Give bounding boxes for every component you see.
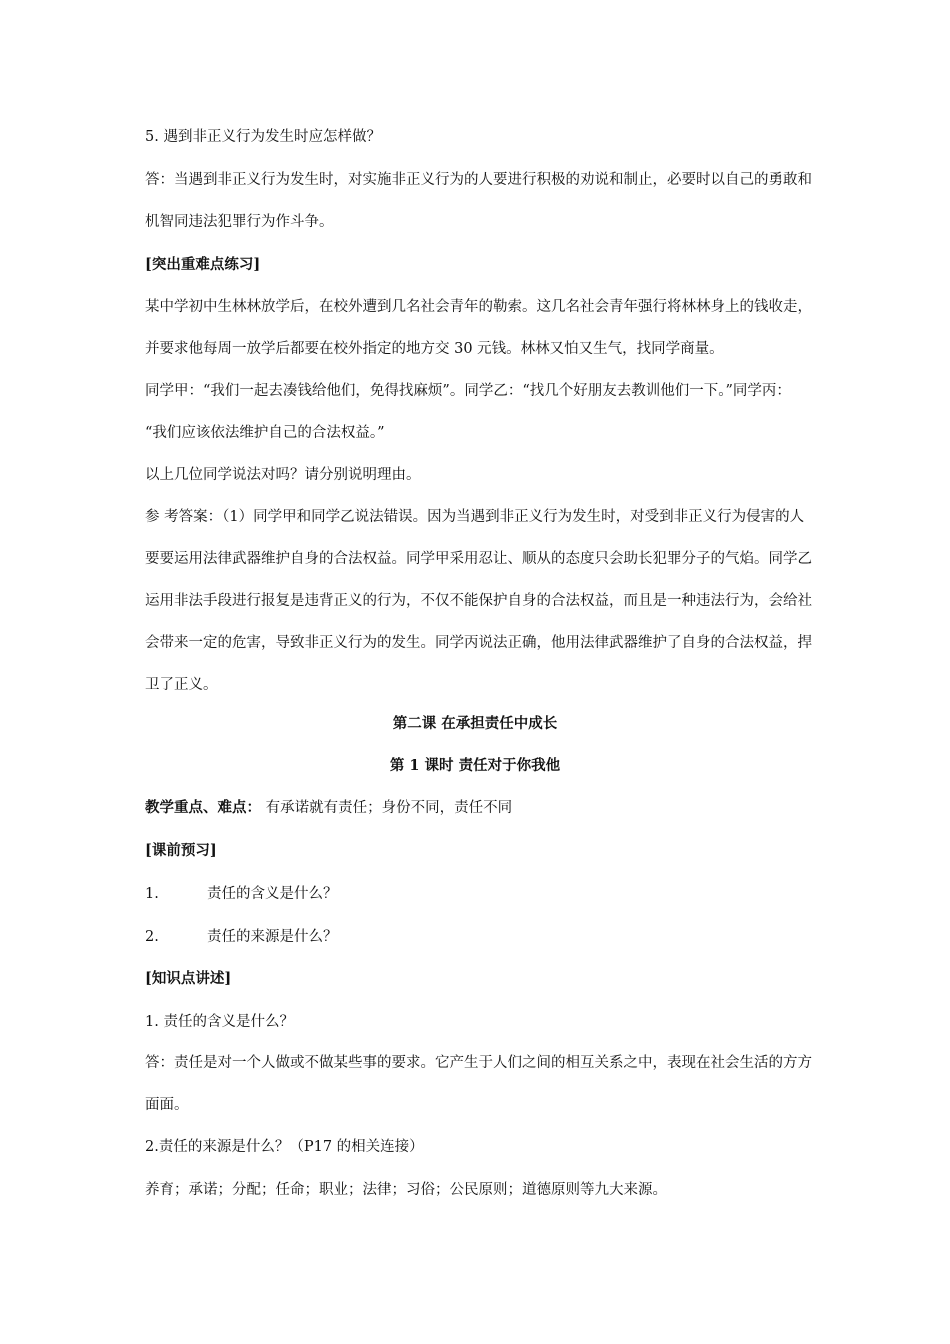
q5-answer-line-2: 机智同违法犯罪行为作斗争。 [145, 214, 334, 230]
reference-answer-line-5: 卫了正义。 [145, 677, 218, 693]
reference-answer-line-4: 会带来一定的危害，导致非正义行为的发生。同学丙说法正确，他用法律武器维护了自身的合法权益，捍 [145, 635, 812, 651]
knowledge-2-title: 2.责任的来源是什么？（P17 的相关连接） [145, 1139, 424, 1155]
preview-item-number: 2. [145, 929, 159, 945]
section-heading-preview: [课前预习] [145, 842, 217, 859]
q5-title: 5. 遇到非正义行为发生时应怎样做？ [145, 129, 381, 145]
preview-item-number: 1. [145, 886, 159, 902]
reference-answer-line-1: 参 考答案：（1）同学甲和同学乙说法错误。因为当遇到非正义行为发生时，对受到非正义行为侵害的人 [145, 509, 805, 525]
lesson-title: 第二课 在承担责任中成长 [392, 715, 558, 732]
preview-item-text: 责任的含义是什么？ [207, 886, 338, 902]
dialog-line-2: “我们应该依法维护自己的合法权益。” [145, 425, 385, 441]
case-line-1: 某中学初中生林林放学后，在校外遭到几名社会青年的勒索。这几名社会青年强行将林林身上的钱收走， [145, 299, 812, 315]
q5-answer-line-1: 答：当遇到非正义行为发生时，对实施非正义行为的人要进行积极的劝说和制止，必要时以自己的勇敢和 [145, 172, 812, 188]
dialog-line-1: 同学甲：“我们一起去凑钱给他们，免得找麻烦”。同学乙：“找几个好朋友去教训他们一下。”同学丙： [145, 383, 791, 399]
preview-item-1 [145, 884, 815, 904]
preview-item-2 [145, 927, 815, 947]
section-heading-practice: [突出重难点练习] [145, 256, 261, 273]
reference-answer-line-3: 运用非法手段进行报复是违背正义的行为，不仅不能保护自身的合法权益，而且是一种违法行为，会给社 [145, 593, 812, 609]
preview-item-text: 责任的来源是什么？ [207, 929, 338, 945]
key-points-label: 教学重点、难点： [145, 799, 261, 816]
period-title: 第 1 课时 责任对于你我他 [389, 757, 561, 774]
question-line: 以上几位同学说法对吗？请分别说明理由。 [145, 467, 421, 483]
knowledge-1-answer-line-1: 答：责任是对一个人做或不做某些事的要求。它产生于人们之间的相互关系之中，表现在社会生活的方方 [145, 1055, 812, 1071]
section-heading-knowledge: [知识点讲述] [145, 970, 232, 987]
key-points-line [145, 798, 815, 818]
knowledge-1-title: 1. 责任的含义是什么？ [145, 1014, 294, 1030]
knowledge-1-answer-line-2: 面面。 [145, 1097, 189, 1113]
key-points-text: 有承诺就有责任；身份不同，责任不同 [261, 800, 513, 816]
reference-answer-line-2: 要要运用法律武器维护自身的合法权益。同学甲采用忍让、顺从的态度只会助长犯罪分子的气焰。同学乙 [145, 551, 812, 567]
knowledge-2-answer: 养育；承诺；分配；任命；职业；法律；习俗；公民原则；道德原则等九大来源。 [145, 1182, 667, 1198]
case-line-2: 并要求他每周一放学后都要在校外指定的地方交 30 元钱。林林又怕又生气，找同学商量。 [145, 341, 724, 357]
